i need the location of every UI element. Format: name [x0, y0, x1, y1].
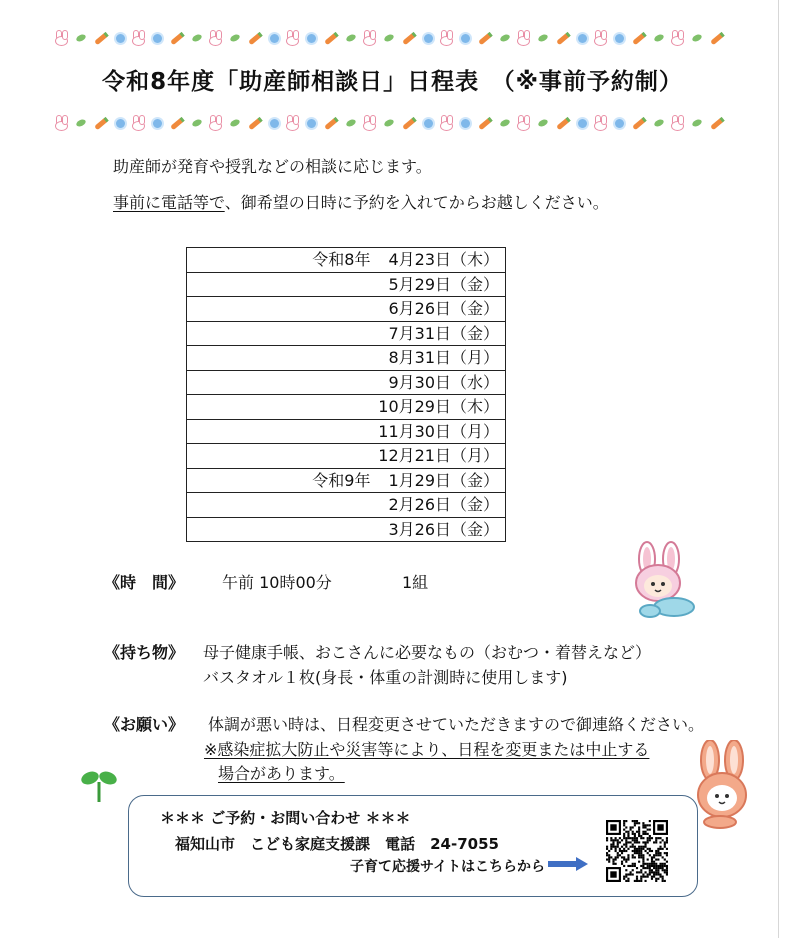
schedule-cell: [187, 395, 506, 420]
flower-icon: [615, 34, 624, 43]
bunny-icon: [132, 30, 146, 46]
leaf-icon: [229, 33, 241, 43]
bunny-icon: [671, 30, 685, 46]
bunny-icon: [55, 115, 69, 131]
carrot-icon: [94, 31, 109, 44]
bunny-icon: [55, 30, 69, 46]
schedule-cell: [187, 517, 506, 542]
request-line-3: 場合があります。: [218, 764, 345, 783]
contact-heading: ＊＊＊ ご予約・お問い合わせ ＊＊＊: [160, 809, 411, 827]
leaf-icon: [229, 118, 241, 128]
leaf-icon: [75, 33, 87, 43]
carrot-icon: [248, 116, 263, 129]
flower-icon: [307, 34, 316, 43]
bunny-icon: [286, 30, 300, 46]
schedule-cell: [187, 468, 506, 493]
flower-icon: [307, 119, 316, 128]
flower-icon: [615, 119, 624, 128]
intro-line-2: [113, 190, 609, 213]
schedule-row: [187, 297, 506, 322]
schedule-cell: [187, 493, 506, 518]
leaf-icon: [191, 33, 203, 43]
carrot-icon: [402, 31, 417, 44]
schedule-row: [187, 517, 506, 542]
flower-icon: [270, 34, 279, 43]
bunny-icon: [517, 30, 531, 46]
bunny-icon: [363, 30, 377, 46]
request-line-2: ※感染症拡大防止や災害等により、日程を変更または中止する: [204, 740, 650, 759]
schedule-date: 3月26日（金）: [388, 519, 499, 539]
schedule-row: [187, 248, 506, 273]
schedule-date: 11月30日（月）: [378, 421, 499, 441]
leaf-icon: [499, 118, 511, 128]
leaf-icon: [653, 33, 665, 43]
schedule-date: 2月26日（金）: [388, 495, 499, 515]
flower-icon: [578, 34, 587, 43]
schedule-date: 5月29日（金）: [388, 274, 499, 294]
carrot-icon: [170, 116, 185, 129]
intro-line-1: 助産師が発育や授乳などの相談に応じます。: [113, 157, 432, 176]
schedule-table: [186, 247, 506, 542]
bunny-icon: [440, 30, 454, 46]
bunny-icon: [363, 115, 377, 131]
qr-code[interactable]: [606, 820, 668, 882]
carrot-icon: [478, 31, 493, 44]
contact-line: [175, 833, 499, 854]
belongings-label: 《持ち物》: [104, 643, 185, 662]
flower-icon: [424, 119, 433, 128]
carrot-icon: [248, 31, 263, 44]
leaf-icon: [653, 118, 665, 128]
bunny-icon: [671, 115, 685, 131]
schedule-row: [187, 395, 506, 420]
schedule-cell: [187, 346, 506, 371]
schedule-date: 10月29日（木）: [378, 397, 499, 417]
decorative-border-bottom: [55, 114, 725, 132]
schedule-era: 令和8年: [312, 250, 371, 270]
carrot-icon: [632, 31, 647, 44]
carrot-icon: [402, 116, 417, 129]
flower-icon: [578, 119, 587, 128]
schedule-cell: [187, 321, 506, 346]
carrot-icon: [94, 116, 109, 129]
schedule-date: 7月31日（金）: [388, 323, 499, 343]
carrot-icon: [556, 116, 571, 129]
intro-rest: 、御希望の日時に予約を入れてからお越しください。: [224, 193, 609, 212]
leaf-icon: [75, 118, 87, 128]
schedule-row: [187, 468, 506, 493]
time-label: 《時 間》: [104, 573, 185, 592]
schedule-row: [187, 272, 506, 297]
leaf-icon: [383, 118, 395, 128]
schedule-date: 8月31日（月）: [388, 348, 499, 368]
schedule-cell: [187, 419, 506, 444]
carrot-icon: [324, 31, 339, 44]
leaf-icon: [537, 118, 549, 128]
bunny-icon: [594, 30, 608, 46]
site-link-text[interactable]: 子育て応援サイトはこちらから: [350, 859, 546, 875]
flower-icon: [461, 34, 470, 43]
schedule-era: 令和9年: [312, 470, 371, 490]
time-count: 1組: [402, 573, 429, 592]
bunny-icon: [594, 115, 608, 131]
decorative-border-top: [55, 29, 725, 47]
flower-icon: [116, 119, 125, 128]
carrot-icon: [710, 31, 725, 44]
carrot-icon: [170, 31, 185, 44]
schedule-row: [187, 321, 506, 346]
schedule-date: 1月29日（金）: [388, 470, 499, 490]
bunny-icon: [440, 115, 454, 131]
schedule-cell: [187, 248, 506, 273]
bunny-illustration-2: [690, 740, 752, 830]
contact-city: 福知山市: [175, 835, 236, 853]
bunny-illustration: [628, 541, 698, 619]
schedule-date: 12月21日（月）: [378, 446, 499, 466]
carrot-icon: [556, 31, 571, 44]
intro-underlined: 事前に電話等で: [113, 193, 225, 212]
schedule-row: [187, 493, 506, 518]
belongings-line-1: 母子健康手帳、おこさんに必要なもの（おむつ・着替えなど）: [203, 643, 652, 662]
page-title: 令和8年度「助産師相談日」日程表 （※事前予約制）: [102, 69, 683, 95]
schedule-row: [187, 444, 506, 469]
schedule-row: [187, 346, 506, 371]
schedule-row: [187, 419, 506, 444]
bunny-icon: [209, 30, 223, 46]
leaf-icon: [383, 33, 395, 43]
bunny-icon: [132, 115, 146, 131]
leaf-icon: [691, 118, 703, 128]
leaf-icon: [191, 118, 203, 128]
bunny-icon: [517, 115, 531, 131]
schedule-date: 6月26日（金）: [388, 299, 499, 319]
request-line-1: 体調が悪い時は、日程変更させていただきますので御連絡ください。: [208, 715, 705, 734]
schedule-date: 9月30日（水）: [388, 372, 499, 392]
page-edge: [778, 0, 779, 938]
flower-icon: [461, 119, 470, 128]
carrot-icon: [478, 116, 493, 129]
contact-phone: 24-7055: [430, 835, 499, 853]
carrot-icon: [710, 116, 725, 129]
leaf-icon: [345, 33, 357, 43]
contact-dept: こども家庭支援課: [250, 835, 371, 853]
flower-icon: [424, 34, 433, 43]
request-label: 《お願い》: [104, 715, 185, 734]
flower-icon: [153, 34, 162, 43]
contact-phone-label: 電話: [385, 835, 416, 853]
schedule-cell: [187, 444, 506, 469]
carrot-icon: [632, 116, 647, 129]
flower-icon: [270, 119, 279, 128]
leaf-icon: [691, 33, 703, 43]
schedule-date: 4月23日（木）: [388, 250, 499, 270]
arrow-right-icon: [548, 857, 588, 871]
bunny-icon: [286, 115, 300, 131]
belongings-line-2: バスタオル１枚(身長・体重の計測時に使用します): [203, 668, 568, 687]
leaf-icon: [499, 33, 511, 43]
leaf-icon: [537, 33, 549, 43]
carrot-icon: [324, 116, 339, 129]
sprout-icon: [80, 768, 118, 802]
time-value: 午前 10時00分: [222, 573, 332, 592]
schedule-row: [187, 370, 506, 395]
flower-icon: [153, 119, 162, 128]
schedule-cell: [187, 297, 506, 322]
bunny-icon: [209, 115, 223, 131]
schedule-cell: [187, 370, 506, 395]
flower-icon: [116, 34, 125, 43]
schedule-cell: [187, 272, 506, 297]
leaf-icon: [345, 118, 357, 128]
